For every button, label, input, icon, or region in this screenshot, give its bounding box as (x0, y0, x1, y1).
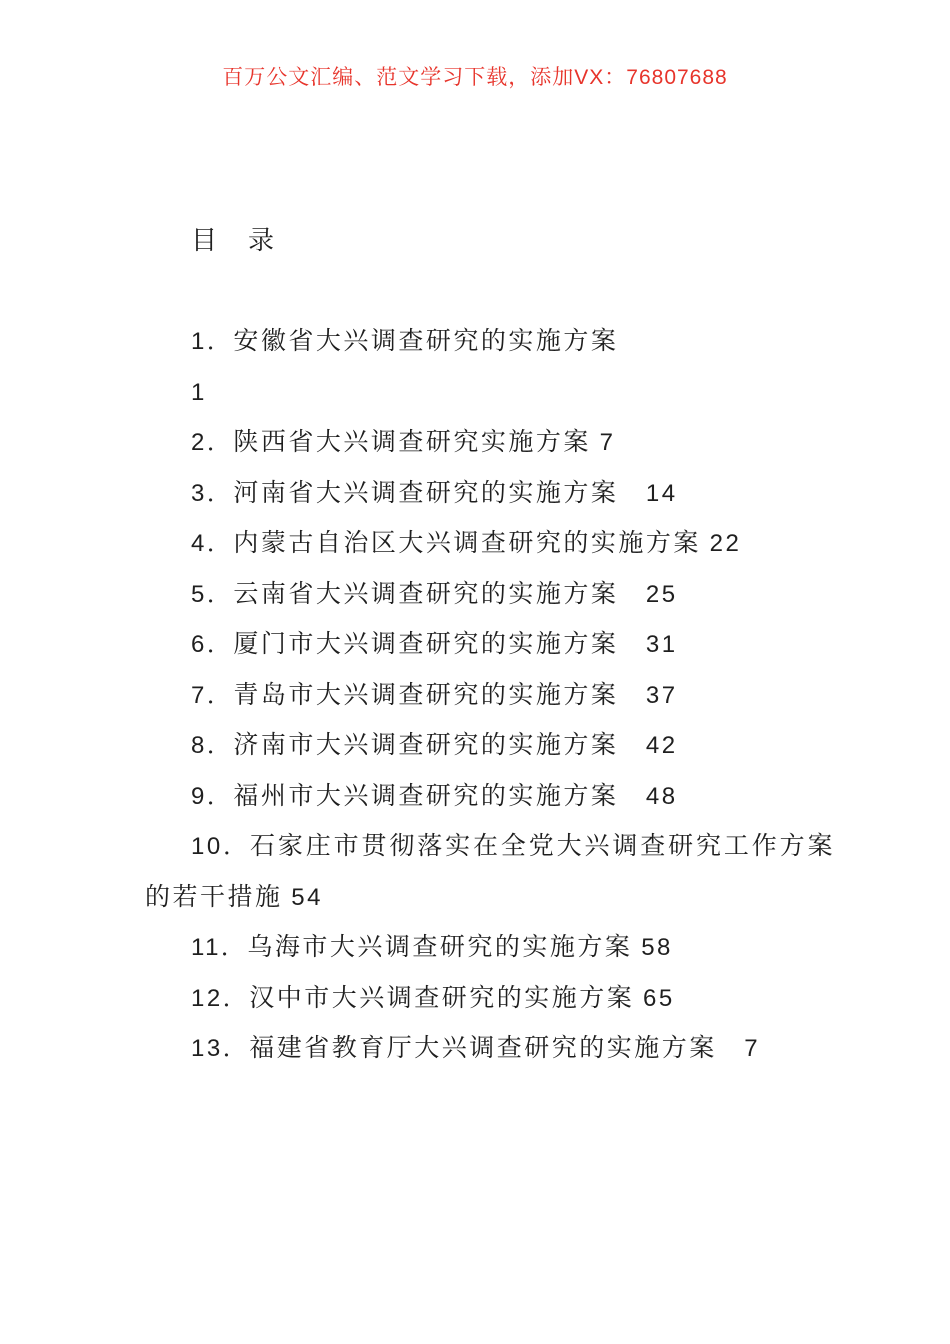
toc-entry (145, 418, 835, 469)
entry-number: 4． (191, 530, 234, 557)
entry-title: 内蒙古自治区大兴调查研究的实施方案 (233, 530, 701, 557)
entry-number: 2． (191, 429, 234, 456)
toc-entry (145, 721, 835, 772)
toc-entry (145, 974, 835, 1025)
entry-separator (618, 581, 646, 608)
entry-page: 7 (744, 1035, 761, 1062)
entry-number: 13． (191, 1035, 250, 1062)
toc-title: 目 录 (191, 226, 277, 255)
entry-page: 54 (291, 883, 323, 911)
entry-title: 云南省大兴调查研究的实施方案 (233, 580, 619, 608)
toc-entry (145, 469, 835, 520)
toc-entry (145, 519, 835, 570)
entry-page: 48 (645, 782, 678, 810)
entry-separator (618, 480, 646, 507)
entry-separator (618, 783, 646, 810)
entry-separator (283, 884, 292, 911)
entry-separator (591, 429, 600, 456)
entry-number: 5． (191, 580, 234, 608)
entry-title: 河南省大兴调查研究的实施方案 (233, 479, 619, 507)
toc-entry (145, 570, 835, 621)
entry-title: 乌海市大兴调查研究的实施方案 (247, 934, 633, 961)
entry-page: 31 (645, 631, 678, 658)
toc-entry (145, 317, 835, 368)
toc-entry (145, 822, 835, 923)
entry-separator (618, 682, 646, 709)
entry-title: 厦门市大兴调查研究的实施方案 (233, 631, 619, 658)
entry-separator (717, 1035, 745, 1062)
entry-separator (632, 934, 641, 961)
toc-entry (145, 620, 835, 671)
toc-entry-page-line (145, 368, 835, 419)
entry-title: 陕西省大兴调查研究实施方案 (233, 429, 591, 456)
entry-title: 福州市大兴调查研究的实施方案 (233, 782, 619, 810)
entry-number: 9． (191, 782, 234, 810)
entry-number: 11． (191, 934, 248, 961)
entry-page: 58 (641, 934, 673, 961)
toc-entry (145, 671, 835, 722)
entry-page: 42 (645, 732, 678, 759)
toc-entry (145, 772, 835, 823)
entry-title: 福建省教育厅大兴调查研究的实施方案 (249, 1035, 717, 1062)
entry-separator (701, 530, 710, 557)
entry-number: 10． (191, 833, 250, 860)
entry-separator (634, 985, 643, 1012)
entry-title: 汉中市大兴调查研究的实施方案 (249, 984, 635, 1012)
toc-section (145, 216, 835, 1075)
entry-number: 6． (191, 631, 234, 658)
entry-page: 37 (645, 681, 678, 709)
entry-title: 青岛市大兴调查研究的实施方案 (233, 681, 619, 709)
entry-separator (618, 631, 646, 658)
toc-entry (145, 1024, 835, 1075)
entry-number: 7． (191, 681, 234, 709)
entry-page: 1 (191, 378, 207, 406)
entry-page: 65 (642, 984, 675, 1012)
entry-title: 安徽省大兴调查研究的实施方案 (233, 328, 619, 355)
entry-title: 石家庄市贯彻落实在全党大兴调查研究工作方案的若干措施 (145, 833, 835, 911)
entry-number: 8． (191, 732, 234, 759)
entry-title: 济南市大兴调查研究的实施方案 (233, 732, 619, 759)
header-notice: 百万公文汇编、范文学习下载，添加VX：76807688 (222, 66, 728, 89)
toc-entry (145, 923, 835, 974)
entry-page: 14 (645, 479, 678, 507)
entry-separator (618, 732, 646, 759)
entry-page: 22 (709, 530, 742, 557)
entry-number: 12． (191, 984, 250, 1012)
entry-page: 7 (599, 429, 616, 456)
entry-number: 3． (191, 479, 234, 507)
entry-number: 1． (191, 328, 234, 355)
entry-page: 25 (645, 580, 678, 608)
